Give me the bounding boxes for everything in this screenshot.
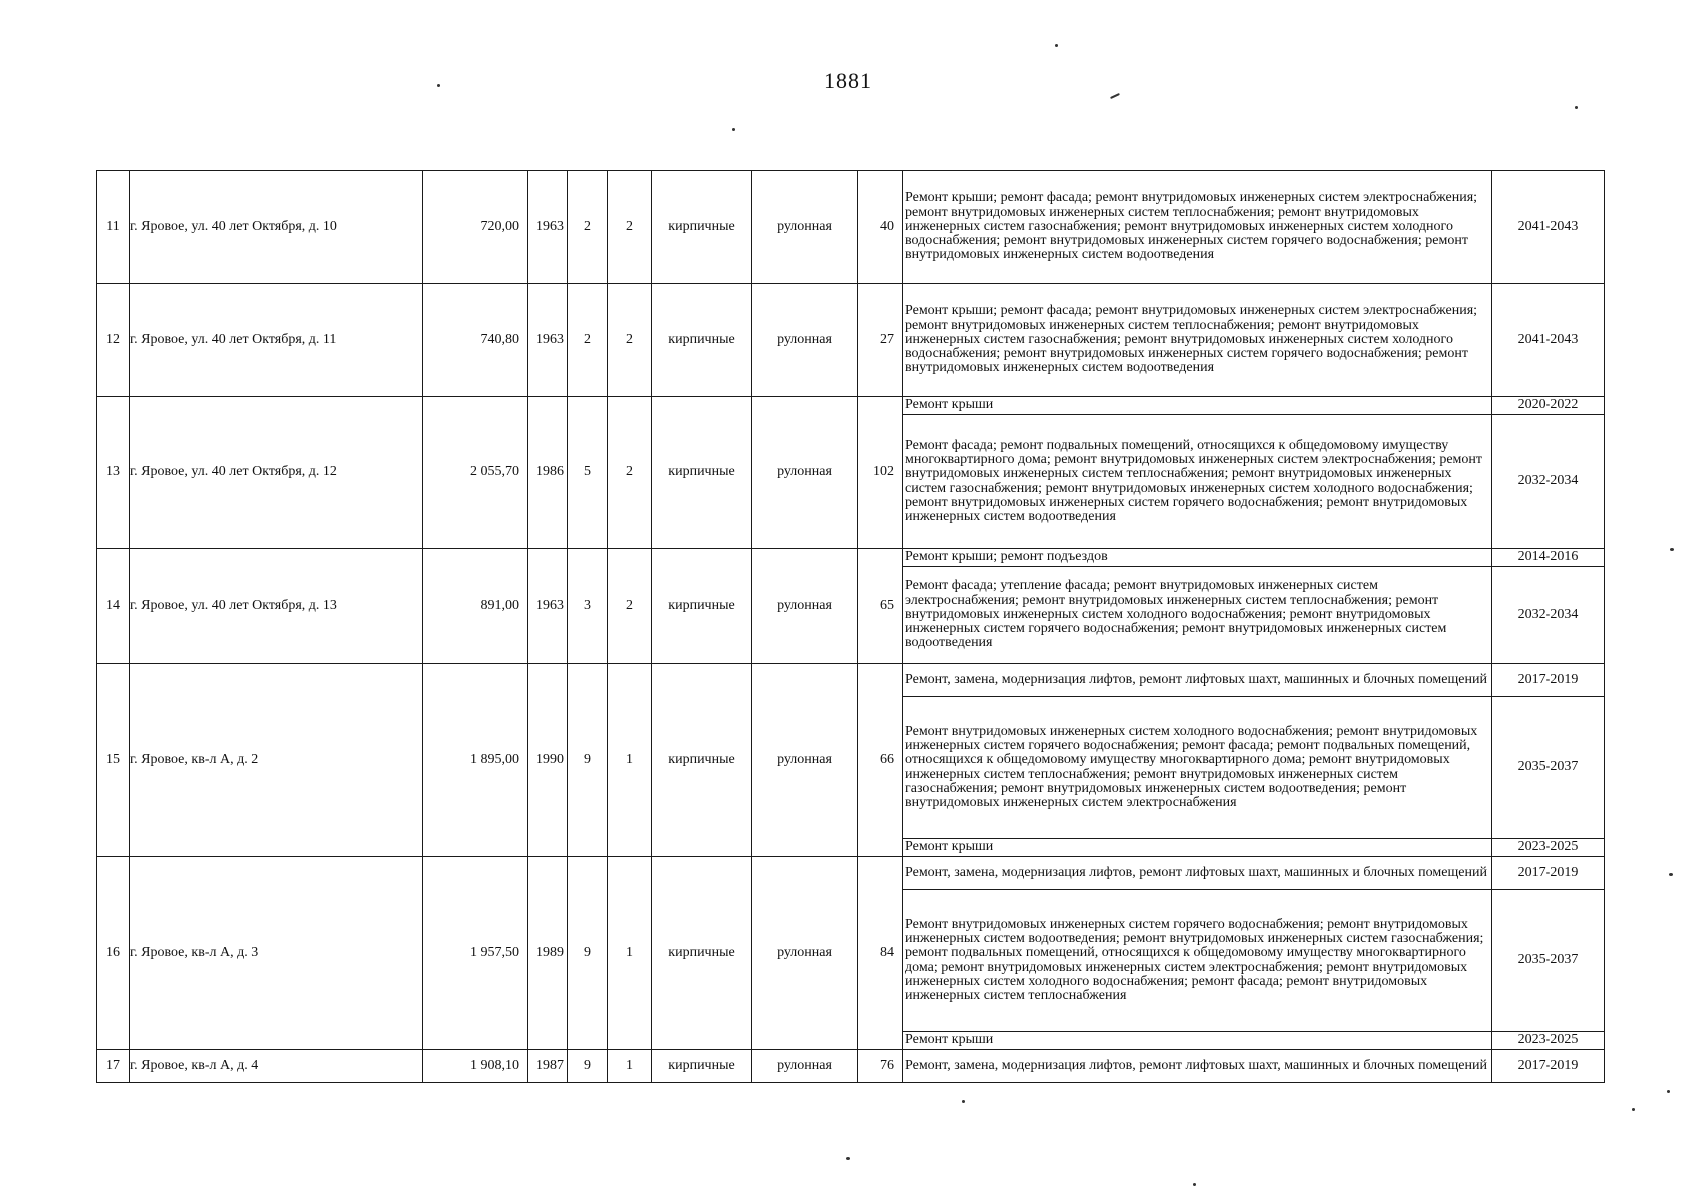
wall-material: кирпичные (652, 1050, 752, 1083)
scan-speck (846, 1157, 850, 1160)
roof-type: рулонная (752, 1050, 858, 1083)
page-number: 1881 (824, 68, 872, 93)
roof-type: рулонная (752, 857, 858, 1050)
floors-count: 9 (568, 857, 608, 1050)
row-number: 17 (97, 1050, 130, 1083)
build-year: 1986 (528, 397, 568, 549)
roof-type: рулонная (752, 171, 858, 284)
roof-type: рулонная (752, 397, 858, 549)
repair-works: Ремонт, замена, модернизация лифтов, ремонт лифтовых шахт, машинных и блочных помещений (903, 1050, 1492, 1083)
build-year: 1989 (528, 857, 568, 1050)
residents-count: 84 (858, 857, 903, 1050)
scan-speck (1670, 548, 1674, 551)
wall-material: кирпичные (652, 857, 752, 1050)
build-year: 1963 (528, 171, 568, 284)
house-address: г. Яровое, ул. 40 лет Октября, д. 12 (130, 397, 423, 549)
repair-program-table (96, 170, 1605, 1083)
build-year: 1990 (528, 664, 568, 857)
repair-period: 2035-2037 (1492, 890, 1605, 1032)
scan-speck (732, 128, 735, 131)
repair-works: Ремонт фасада; утепление фасада; ремонт внутридомовых инженерных систем электроснабжения; ремонт внутридомовых инженерных систем теплоснабжения; ремонт внутридомовых инженерных систем холодного водоснабжения; ремонт внутридомовых инженерных систем горячего водоснабжения; ремонт внутридомовых инженерных систем водоотведения (903, 567, 1492, 664)
repair-works: Ремонт крыши; ремонт фасада; ремонт внутридомовых инженерных систем электроснабжения; ремонт внутридомовых инженерных систем теплоснабжения; ремонт внутридомовых инженерных систем газоснабжения; ремонт внутридомовых инженерных систем холодного водоснабжения; ремонт внутридомовых инженерных систем горячего водоснабжения; ремонт внутридомовых инженерных систем водоотведения (903, 284, 1492, 397)
table-row (97, 664, 1605, 697)
entrances-count: 1 (608, 664, 652, 857)
repair-works: Ремонт крыши; ремонт подъездов (903, 549, 1492, 567)
floors-count: 5 (568, 397, 608, 549)
build-year: 1963 (528, 284, 568, 397)
house-area: 1 895,00 (423, 664, 528, 857)
house-area: 740,80 (423, 284, 528, 397)
residents-count: 27 (858, 284, 903, 397)
row-number: 11 (97, 171, 130, 284)
wall-material: кирпичные (652, 397, 752, 549)
scan-speck (1055, 44, 1058, 47)
house-address: г. Яровое, ул. 40 лет Октября, д. 11 (130, 284, 423, 397)
repair-period: 2023-2025 (1492, 1032, 1605, 1050)
repair-works: Ремонт крыши; ремонт фасада; ремонт внутридомовых инженерных систем электроснабжения; ремонт внутридомовых инженерных систем теплоснабжения; ремонт внутридомовых инженерных систем газоснабжения; ремонт внутридомовых инженерных систем холодного водоснабжения; ремонт внутридомовых инженерных систем горячего водоснабжения; ремонт внутридомовых инженерных систем водоотведения (903, 171, 1492, 284)
wall-material: кирпичные (652, 549, 752, 664)
floors-count: 3 (568, 549, 608, 664)
scan-speck (1575, 106, 1578, 109)
row-number: 16 (97, 857, 130, 1050)
repair-period: 2023-2025 (1492, 839, 1605, 857)
table-row (97, 397, 1605, 415)
repair-works: Ремонт крыши (903, 1032, 1492, 1050)
residents-count: 102 (858, 397, 903, 549)
entrances-count: 2 (608, 549, 652, 664)
repair-period: 2041-2043 (1492, 171, 1605, 284)
house-area: 1 957,50 (423, 857, 528, 1050)
table-row (97, 284, 1605, 397)
row-number: 14 (97, 549, 130, 664)
repair-period: 2017-2019 (1492, 1050, 1605, 1083)
house-address: г. Яровое, кв-л А, д. 3 (130, 857, 423, 1050)
build-year: 1987 (528, 1050, 568, 1083)
table-row (97, 857, 1605, 890)
row-number: 15 (97, 664, 130, 857)
repair-period: 2020-2022 (1492, 397, 1605, 415)
residents-count: 40 (858, 171, 903, 284)
scan-speck (437, 84, 440, 87)
repair-works: Ремонт внутридомовых инженерных систем горячего водоснабжения; ремонт внутридомовых инженерных систем водоотведения; ремонт внутридомовых инженерных систем газоснабжения; ремонт подвальных помещений, относящихся к общедомовому имуществу многоквартирного дома; ремонт внутридомовых инженерных систем электроснабжения; ремонт внутридомовых инженерных систем холодного водоснабжения; ремонт фасада; ремонт внутридомовых инженерных систем теплоснабжения (903, 890, 1492, 1032)
house-address: г. Яровое, ул. 40 лет Октября, д. 10 (130, 171, 423, 284)
entrances-count: 2 (608, 397, 652, 549)
entrances-count: 2 (608, 171, 652, 284)
roof-type: рулонная (752, 284, 858, 397)
floors-count: 2 (568, 171, 608, 284)
house-area: 891,00 (423, 549, 528, 664)
build-year: 1963 (528, 549, 568, 664)
scan-speck (1632, 1108, 1635, 1111)
scan-speck (1667, 1090, 1670, 1093)
repair-period: 2035-2037 (1492, 697, 1605, 839)
repair-works: Ремонт фасада; ремонт подвальных помещений, относящихся к общедомовому имуществу многоквартирного дома; ремонт внутридомовых инженерных систем электроснабжения; ремонт внутридомовых инженерных систем теплоснабжения; ремонт внутридомовых инженерных систем газоснабжения; ремонт внутридомовых инженерных систем холодного водоснабжения; ремонт внутридомовых инженерных систем горячего водоснабжения; ремонт внутридомовых инженерных систем водоотведения (903, 415, 1492, 549)
repair-works: Ремонт крыши (903, 397, 1492, 415)
table-row (97, 549, 1605, 567)
house-area: 2 055,70 (423, 397, 528, 549)
repair-period: 2017-2019 (1492, 664, 1605, 697)
scan-speck (1193, 1183, 1196, 1186)
scan-speck (1669, 873, 1673, 876)
entrances-count: 1 (608, 1050, 652, 1083)
repair-period: 2041-2043 (1492, 284, 1605, 397)
roof-type: рулонная (752, 549, 858, 664)
repair-works: Ремонт крыши (903, 839, 1492, 857)
residents-count: 65 (858, 549, 903, 664)
table-row (97, 171, 1605, 284)
floors-count: 9 (568, 1050, 608, 1083)
table-row (97, 1050, 1605, 1083)
repair-period: 2032-2034 (1492, 415, 1605, 549)
house-address: г. Яровое, кв-л А, д. 2 (130, 664, 423, 857)
wall-material: кирпичные (652, 171, 752, 284)
repair-period: 2014-2016 (1492, 549, 1605, 567)
residents-count: 76 (858, 1050, 903, 1083)
roof-type: рулонная (752, 664, 858, 857)
wall-material: кирпичные (652, 284, 752, 397)
repair-works: Ремонт внутридомовых инженерных систем холодного водоснабжения; ремонт внутридомовых инженерных систем горячего водоснабжения; ремонт фасада; ремонт подвальных помещений, относящихся к общедомовому имуществу многоквартирного дома; ремонт внутридомовых инженерных систем теплоснабжения; ремонт внутридомовых инженерных систем газоснабжения; ремонт внутридомовых инженерных систем водоотведения; ремонт внутридомовых инженерных систем электроснабжения (903, 697, 1492, 839)
floors-count: 2 (568, 284, 608, 397)
entrances-count: 2 (608, 284, 652, 397)
residents-count: 66 (858, 664, 903, 857)
repair-works: Ремонт, замена, модернизация лифтов, ремонт лифтовых шахт, машинных и блочных помещений (903, 664, 1492, 697)
repair-period: 2017-2019 (1492, 857, 1605, 890)
entrances-count: 1 (608, 857, 652, 1050)
scan-speck (962, 1100, 965, 1103)
house-area: 720,00 (423, 171, 528, 284)
repair-works: Ремонт, замена, модернизация лифтов, ремонт лифтовых шахт, машинных и блочных помещений (903, 857, 1492, 890)
repair-period: 2032-2034 (1492, 567, 1605, 664)
wall-material: кирпичные (652, 664, 752, 857)
house-address: г. Яровое, ул. 40 лет Октября, д. 13 (130, 549, 423, 664)
row-number: 12 (97, 284, 130, 397)
row-number: 13 (97, 397, 130, 549)
house-address: г. Яровое, кв-л А, д. 4 (130, 1050, 423, 1083)
floors-count: 9 (568, 664, 608, 857)
house-area: 1 908,10 (423, 1050, 528, 1083)
